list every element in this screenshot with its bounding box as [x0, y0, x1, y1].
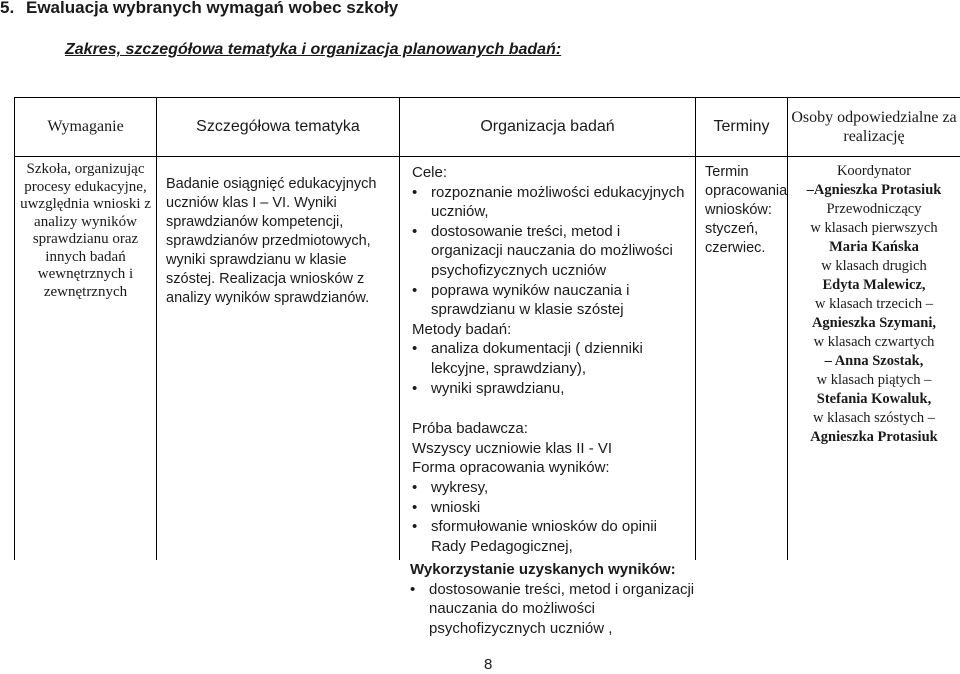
- grade-label: w klasach trzecich –: [815, 296, 933, 312]
- sample-label: Próba badawcza:: [412, 420, 528, 438]
- person-name: Maria Kańska: [829, 239, 919, 255]
- goals-label: Cele:: [412, 164, 448, 181]
- list-item: • wnioski: [412, 498, 689, 518]
- form-list: [412, 478, 689, 556]
- section-heading: [0, 0, 398, 18]
- research-table: [14, 97, 960, 560]
- person-name: Stefania Kowaluk,: [816, 391, 932, 407]
- topics-cell: Badanie osiągnięć edukacyjnych uczniów klas I – VI. Wyniki sprawdzianów kompetencji, sprawdzianów przedmiotowych, wyniki sprawdzianu w klasie szóstej. Realizacja wniosków z analizy wyników sprawdzianów.: [157, 157, 400, 561]
- coordinator-label: Koordynator: [836, 163, 912, 179]
- requirement-cell: Szkoła, organizując procesy edukacyjne, uwzględnia wnioski z analizy wyników sprawdzianu oraz innych badań wewnętrznych i zewnętrznych: [15, 157, 157, 561]
- person-name: Agnieszka Szymani,: [811, 315, 937, 331]
- grade-label: w klasach szóstych –: [812, 410, 935, 426]
- table-header-row: [15, 98, 960, 157]
- header-topics: Szczegółowa tematyka: [157, 98, 400, 157]
- header-deadlines: Terminy: [696, 98, 788, 157]
- form-label: Forma opracowania wyników:: [412, 459, 610, 477]
- methods-list: [412, 339, 689, 398]
- responsible-cell: [788, 157, 960, 561]
- list-item: • analiza dokumentacji ( dzienniki lekcyjne, sprawdziany),: [412, 339, 689, 378]
- list-item: • rozpoznanie możliwości edukacyjnych uczniów,: [412, 183, 689, 222]
- list-item: • dostosowanie treści, metod i organizacji nauczania do możliwości psychofizycznych uczniów ,: [410, 580, 710, 639]
- page-number: 8: [484, 656, 493, 673]
- grade-label: w klasach czwartych: [813, 334, 935, 350]
- section-title: Ewaluacja wybranych wymagań wobec szkoły: [26, 0, 399, 17]
- organization-cell: [400, 157, 696, 561]
- list-item: • sformułowanie wniosków do opinii Rady Pedagogicznej,: [412, 517, 689, 556]
- methods-label: Metody badań:: [412, 320, 512, 338]
- goals-list: [412, 183, 689, 320]
- table-row: [15, 157, 960, 561]
- grade-label: w klasach drugich: [821, 258, 927, 274]
- grade-label: w klasach pierwszych: [810, 220, 938, 236]
- list-item: • wyniki sprawdzianu,: [412, 379, 689, 399]
- grade-label: w klasach piątych –: [816, 372, 932, 388]
- deadline-cell: Termin opracowania wniosków: styczeń, czerwiec.: [696, 157, 788, 561]
- research-table-wrapper: [14, 97, 960, 560]
- header-organization: Organizacja badań: [400, 98, 696, 157]
- sample-text: Wszyscy uczniowie klas II - VI: [412, 439, 613, 457]
- list-item: • poprawa wyników nauczania i sprawdzianu w klasie szóstej: [412, 281, 689, 320]
- header-responsible: Osoby odpowiedzialne za realizację: [788, 98, 960, 157]
- organization-continuation: [410, 560, 710, 638]
- person-name: – Anna Szostak,: [824, 353, 924, 369]
- list-item: • wykresy,: [412, 478, 689, 498]
- list-item: • dostosowanie treści, metod i organizacji nauczania do możliwości psychofizycznych uczniów: [412, 222, 689, 281]
- subtitle: Zakres, szczegółowa tematyka i organizacja planowanych badań:: [65, 41, 562, 58]
- usage-list: [410, 580, 710, 639]
- section-number: 5.: [0, 0, 15, 17]
- usage-label: Wykorzystanie uzyskanych wyników:: [410, 561, 676, 578]
- person-name: Edyta Malewicz,: [822, 277, 926, 293]
- person-name: Agnieszka Protasiuk: [810, 429, 938, 445]
- header-requirement: Wymaganie: [15, 98, 157, 157]
- chair-label: Przewodniczący: [826, 201, 922, 217]
- coordinator-name: –Agnieszka Protasiuk: [806, 182, 942, 198]
